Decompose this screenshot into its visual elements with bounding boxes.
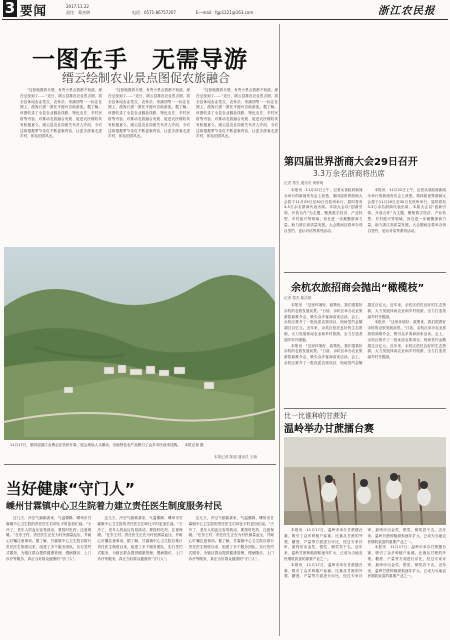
- lead-subheadline: 缙云绘制农业景点图促农旅融合: [62, 71, 231, 85]
- investment-paragraph-3: 本报讯 “这里环境好、政策优，我们很看好余杭的农旅发展前景。”日前，余杭区举办农业旅游招商推介会，吸引众多客商前来洽谈。会上，余杭区推介了一批优质农旅项目，现场签约金额超过百亿元。近年来，余杭区依托良好的生态资源，大力发展休闲农业和乡村旅游，全力打造美丽乡村升级版。: [367, 320, 446, 360]
- masthead: [0, 0, 450, 24]
- right-divider-1: [284, 272, 446, 273]
- sugarcane-paragraph-3: 本报讯 11月17日，温岭市举办甘蔗擂台赛，吸引了众多种植户参赛。比赛从甘蔗的外观、糖度、产量等方面进行评比，经过专家评审，最终评出金奖、银奖、铜奖若干名。近年来，温岭甘蔗种植面积逐年扩大，已成为当地农民增收致富的重要产业之一。: [367, 545, 446, 579]
- sugarcane-body: [284, 528, 446, 634]
- column-divider: [279, 24, 280, 636]
- health-body: [6, 516, 274, 634]
- lead-author: 本报记者 陈丽 通讯员 王晓: [214, 455, 257, 459]
- sugarcane-headline: 温岭举办甘蔗擂台赛: [284, 424, 374, 435]
- section-title: 要闻: [20, 3, 48, 18]
- page-number: 3: [4, 0, 16, 17]
- health-paragraph-2: 这几天，冷空气频频袭来，气温骤降，嵊州市甘霖镇中心卫生院的责任医生们却比平时更加忙碌。“天冷了，老年人的血压容易波动，要按时吃药，注意保暖。”在东王村，责任医生正在为村民测量血压，并耐心叮嘱注意事项。据了解，甘霖镇中心卫生院自推行责任医生制度以来，组建了多个服务团队，实行签约式服务，为辖区群众提供健康管理、慢病随访、上门诊疗等服务，真正当好群众健康的“守门人”。: [97, 516, 183, 561]
- investment-body: [284, 303, 446, 406]
- health-paragraph: 这几天，冷空气频频袭来，气温骤降，嵊州市甘霖镇中心卫生院的责任医生们却比平时更加忙碌。“天冷了，老年人的血压容易波动，要按时吃药，注意保暖。”在东王村，责任医生正在为村民测量血压，并耐心叮嘱注意事项。据了解，甘霖镇中心卫生院自推行责任医生制度以来，组建了多个服务团队，实行签约式服务，为辖区群众提供健康管理、慢病随访、上门诊疗等服务，真正当好群众健康的“守门人”。: [6, 516, 92, 561]
- sugarcane-kicker: 比一比谁种的甘蔗好: [284, 412, 347, 420]
- congress-body: [284, 188, 446, 270]
- sugarcane-photo: [284, 437, 446, 525]
- investment-byline: 记者 郑杰 陈洁维: [284, 296, 312, 300]
- paper-name: 浙江农民报: [378, 5, 436, 17]
- lead-body: [20, 88, 278, 246]
- right-divider-2: [284, 408, 446, 409]
- lead-paragraph-2: “这张地图真方便，有些小景点我都不知道，现在全找到了……”近日，缙云县推出农业景点图，将全县休闲农业景点、农家乐、采摘园等一一标注在图上，游客只需一图在手便可自助游览。据了解，该图收录了全县农业精品线路、特色农庄、乡村民宿等内容，对推动农旅融合发展、促进农民增收具有积极意义。缙云县农业局相关负责人介绍，今后还将根据季节变化不断更新内容，让更多游客走进乡村、体验田园风光。: [108, 88, 190, 139]
- congress-paragraph-2: 本报讯 11月22日上午，记者从省政府新闻办举行的新闻发布会上获悉，第四届世界浙商大会将于11月29日至30日在杭州举行，届时将有3.3万余名浙商代表出席。本届大会以“创新引领，开放合作”为主题，聚焦数字经济、产业转型、乡村振兴等领域，旨在进一步凝聚浙商力量，助力浙江高质量发展。大会期间还将举办项目签约、论坛对话等系列活动。: [367, 188, 446, 233]
- congress-byline: 记者 郑杰 通讯员 黄维明: [284, 181, 324, 185]
- email: E—mail：fgp1221@163.com: [196, 10, 254, 15]
- lead-paragraph-3: “这张地图真方便，有些小景点我都不知道，现在全找到了……”近日，缙云县推出农业景点图，将全县休闲农业景点、农家乐、采摘园等一一标注在图上，游客只需一图在手便可自助游览。据了解，该图收录了全县农业精品线路、特色农庄、乡村民宿等内容，对推动农旅融合发展、促进农民增收具有积极意义。缙云县农业局相关负责人介绍，今后还将根据季节变化不断更新内容，让更多游客走进乡村、体验田园风光。: [196, 88, 278, 139]
- health-subheadline: 嵊州甘霖镇中心卫生院着力建立责任医生制度服务村民: [6, 502, 223, 512]
- left-divider: [4, 464, 276, 465]
- masthead-rule: [2, 19, 448, 20]
- editor: 责任：郑杰明: [66, 10, 90, 15]
- lead-photo: [4, 247, 275, 440]
- health-paragraph-3: 这几天，冷空气频频袭来，气温骤降，嵊州市甘霖镇中心卫生院的责任医生们却比平时更加忙碌。“天冷了，老年人的血压容易波动，要按时吃药，注意保暖。”在东王村，责任医生正在为村民测量血压，并耐心叮嘱注意事项。据了解，甘霖镇中心卫生院自推行责任医生制度以来，组建了多个服务团队，实行签约式服务，为辖区群众提供健康管理、慢病随访、上门诊疗等服务，真正当好群众健康的“守门人”。: [188, 516, 274, 561]
- lead-paragraph: “这张地图真方便，有些小景点我都不知道，现在全找到了……”近日，缙云县推出农业景点图，将全县休闲农业景点、农家乐、采摘园等一一标注在图上，游客只需一图在手便可自助游览。据了解，该图收录了全县农业精品线路、特色农庄、乡村民宿等内容，对推动农旅融合发展、促进农民增收具有积极意义。缙云县农业局相关负责人介绍，今后还将根据季节变化不断更新内容，让更多游客走进乡村、体验田园风光。: [20, 88, 102, 139]
- congress-subheadline: 3.3万余名浙商将出席: [313, 169, 385, 178]
- photo-caption-text: 11月17日，第四届浙江农博会在杭州开幕，展会现场人头攒动，各地特色农产品吸引了众多市民前来选购。 本报记者 摄: [10, 443, 204, 447]
- issue-date: 2017.11.22: [66, 4, 89, 9]
- investment-headline: 余杭农旅招商会抛出“橄榄枝”: [291, 283, 425, 294]
- congress-headline: 第四届世界浙商大会29日召开: [284, 157, 418, 168]
- lead-headline: 一图在手 无需导游: [32, 47, 248, 73]
- investment-paragraph-2: 本报讯 “这里环境好、政策优，我们很看好余杭的农旅发展前景。”日前，余杭区举办农业旅游招商推介会，吸引众多客商前来洽谈。会上，余杭区推介了一批优质农旅项目，现场签约金额超过百亿元。近年来，余杭区依托良好的生态资源，大力发展休闲农业和乡村旅游，全力打造美丽乡村升级版。: [284, 303, 446, 365]
- sugarcane-paragraph: 本报讯 11月17日，温岭市举办甘蔗擂台赛，吸引了众多种植户参赛。比赛从甘蔗的外观、糖度、产量等方面进行评比，经过专家评审，最终评出金奖、银奖、铜奖若干名。近年来，温岭甘蔗种植面积逐年扩大，已成为当地农民增收致富的重要产业之一。: [284, 528, 363, 561]
- sugarcane-paragraph-2: 本报讯 11月17日，温岭市举办甘蔗擂台赛，吸引了众多种植户参赛。比赛从甘蔗的外观、糖度、产量等方面进行评比，经过专家评审，最终评出金奖、银奖、铜奖若干名。近年来，温岭甘蔗种植面积逐年扩大，已成为当地农民增收致富的重要产业之一。: [284, 528, 446, 579]
- photo-caption: [10, 443, 274, 455]
- phone: 电话：0571-86757207: [132, 10, 176, 15]
- health-headline: 当好健康“守门人”: [6, 480, 135, 498]
- congress-paragraph: 本报讯 11月22日上午，记者从省政府新闻办举行的新闻发布会上获悉，第四届世界浙商大会将于11月29日至30日在杭州举行，届时将有3.3万余名浙商代表出席。本届大会以“创新引领，开放合作”为主题，聚焦数字经济、产业转型、乡村振兴等领域，旨在进一步凝聚浙商力量，助力浙江高质量发展。大会期间还将举办项目签约、论坛对话等系列活动。: [284, 188, 363, 233]
- investment-paragraph: 本报讯 “这里环境好、政策优，我们很看好余杭的农旅发展前景。”日前，余杭区举办农业旅游招商推介会，吸引众多客商前来洽谈。会上，余杭区推介了一批优质农旅项目，现场签约金额超过百亿元。近年来，余杭区依托良好的生态资源，大力发展休闲农业和乡村旅游，全力打造美丽乡村升级版。: [284, 303, 363, 342]
